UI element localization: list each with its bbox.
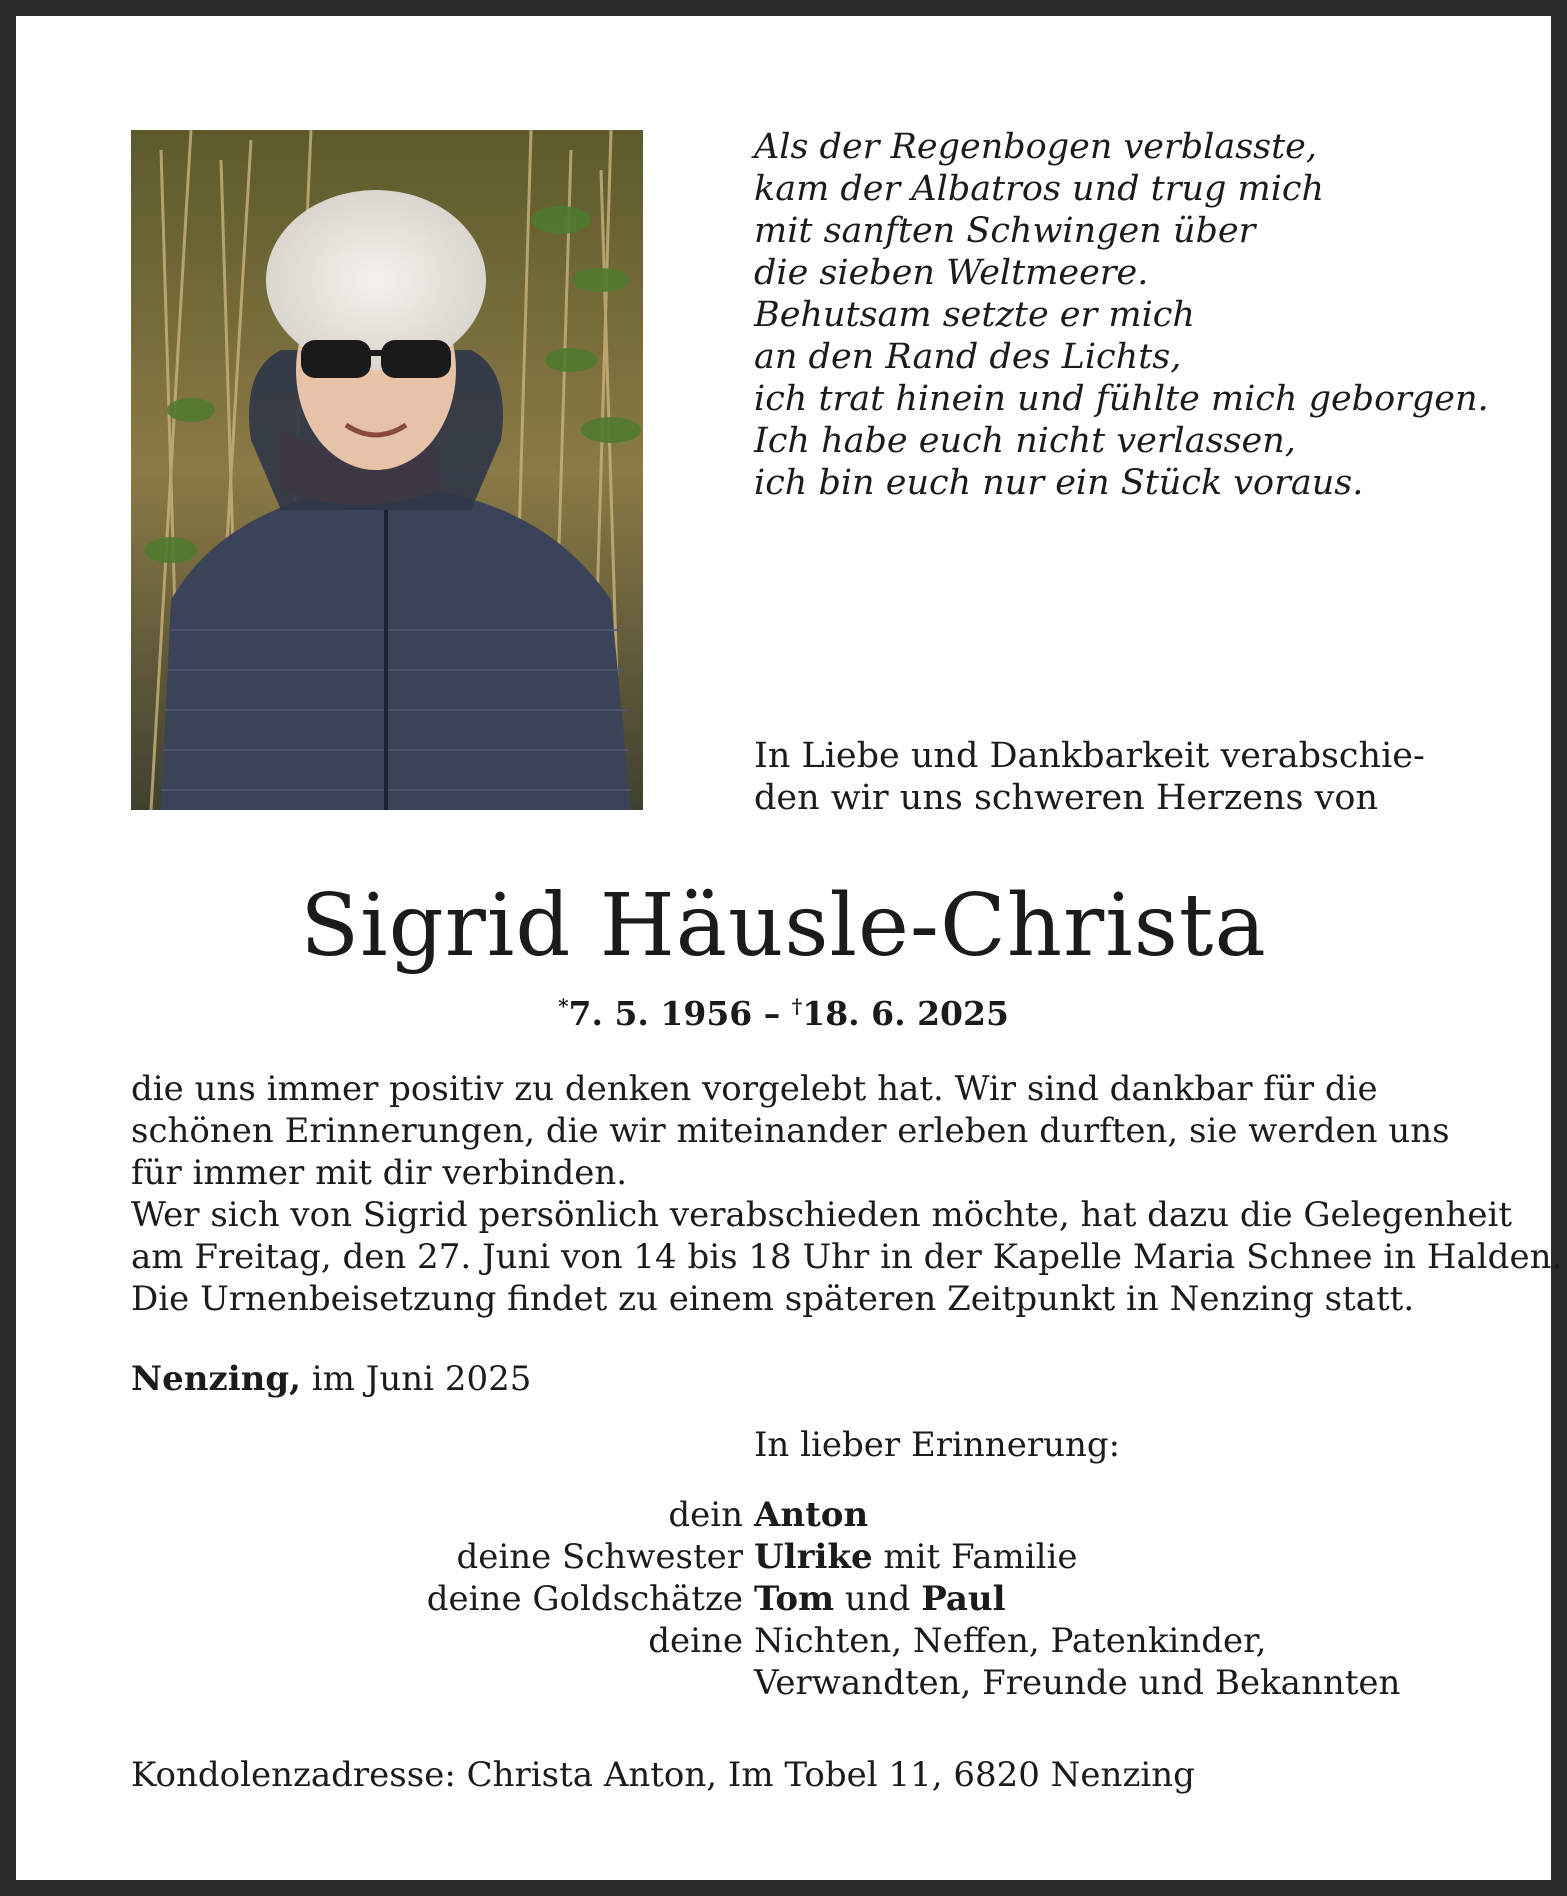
body-text xyxy=(131,1068,1563,1320)
deceased-name: Sigrid Häusle-Christa xyxy=(300,876,1267,976)
body-line: Die Urnenbeisetzung findet zu einem späteren Zeitpunkt in Nenzing statt. xyxy=(131,1279,1415,1319)
poem-line: Behutsam setzte er mich xyxy=(754,295,1195,335)
mourner-name: Paul xyxy=(921,1579,1006,1619)
place-month: im Juni 2025 xyxy=(311,1359,532,1399)
poem-line: kam der Albatros und trug mich xyxy=(754,169,1325,209)
death-date: 18. 6. 2025 xyxy=(802,994,1009,1033)
mourner-label: deine xyxy=(648,1621,743,1661)
body-line: Wer sich von Sigrid persönlich verabschieden möchte, hat dazu die Gelegenheit xyxy=(131,1195,1513,1235)
body-line: für immer mit dir verbinden. xyxy=(131,1153,628,1193)
condolence-address: Kondolenzadresse: Christa Anton, Im Tobel 11, 6820 Nenzing xyxy=(131,1755,1195,1795)
intro-line: den wir uns schweren Herzens von xyxy=(754,778,1378,818)
mourner-name: Anton xyxy=(754,1495,869,1535)
mourner-entry xyxy=(754,1536,1078,1578)
date-separator: – xyxy=(763,994,781,1033)
mourner-name: Tom xyxy=(754,1579,835,1619)
poem-line: ich trat hinein und fühlte mich geborgen. xyxy=(754,379,1489,419)
memory-heading: In lieber Erinnerung: xyxy=(754,1425,1121,1465)
place-date xyxy=(131,1358,531,1400)
mourner-label: deine Schwester xyxy=(456,1537,743,1577)
intro-text xyxy=(754,735,1454,819)
mourner-label: dein xyxy=(668,1495,743,1535)
portrait-photo xyxy=(131,130,643,810)
birth-date: 7. 5. 1956 xyxy=(568,994,753,1033)
body-line: die uns immer positiv zu denken vorgelebt hat. Wir sind dankbar für die xyxy=(131,1069,1378,1109)
portrait-image xyxy=(131,130,643,810)
poem-line: mit sanften Schwingen über xyxy=(754,211,1256,251)
death-symbol: † xyxy=(791,994,803,1018)
poem-line: die sieben Weltmeere. xyxy=(754,253,1149,293)
obituary-card xyxy=(16,16,1563,1880)
life-dates xyxy=(16,984,1551,1036)
birth-symbol: * xyxy=(558,994,569,1018)
mourner-rest: mit Familie xyxy=(883,1537,1078,1577)
poem-line: ich bin euch nur ein Stück voraus. xyxy=(754,463,1364,503)
body-line: schönen Erinnerungen, die wir miteinander erleben durften, sie werden uns xyxy=(131,1111,1450,1151)
poem-line: an den Rand des Lichts, xyxy=(754,337,1182,377)
mourner-entry xyxy=(754,1494,868,1536)
mourner-entry: Nichten, Neffen, Patenkinder, xyxy=(754,1621,1267,1661)
mourner-name: Ulrike xyxy=(754,1537,873,1577)
poem-line: Als der Regenbogen verblasste, xyxy=(754,127,1318,167)
mourner-label: deine Goldschätze xyxy=(426,1579,743,1619)
place-city: Nenzing, xyxy=(131,1359,301,1399)
mourner-conj: und xyxy=(844,1579,911,1619)
body-line: am Freitag, den 27. Juni von 14 bis 18 Uhr in der Kapelle Maria Schnee in Halden. xyxy=(131,1237,1563,1277)
poem-line: Ich habe euch nicht verlassen, xyxy=(754,421,1296,461)
mourner-entry xyxy=(754,1578,1006,1620)
mourner-entry: Verwandten, Freunde und Bekannten xyxy=(754,1663,1401,1703)
intro-line: In Liebe und Dankbarkeit verabschie- xyxy=(754,736,1425,776)
poem xyxy=(754,126,1489,504)
